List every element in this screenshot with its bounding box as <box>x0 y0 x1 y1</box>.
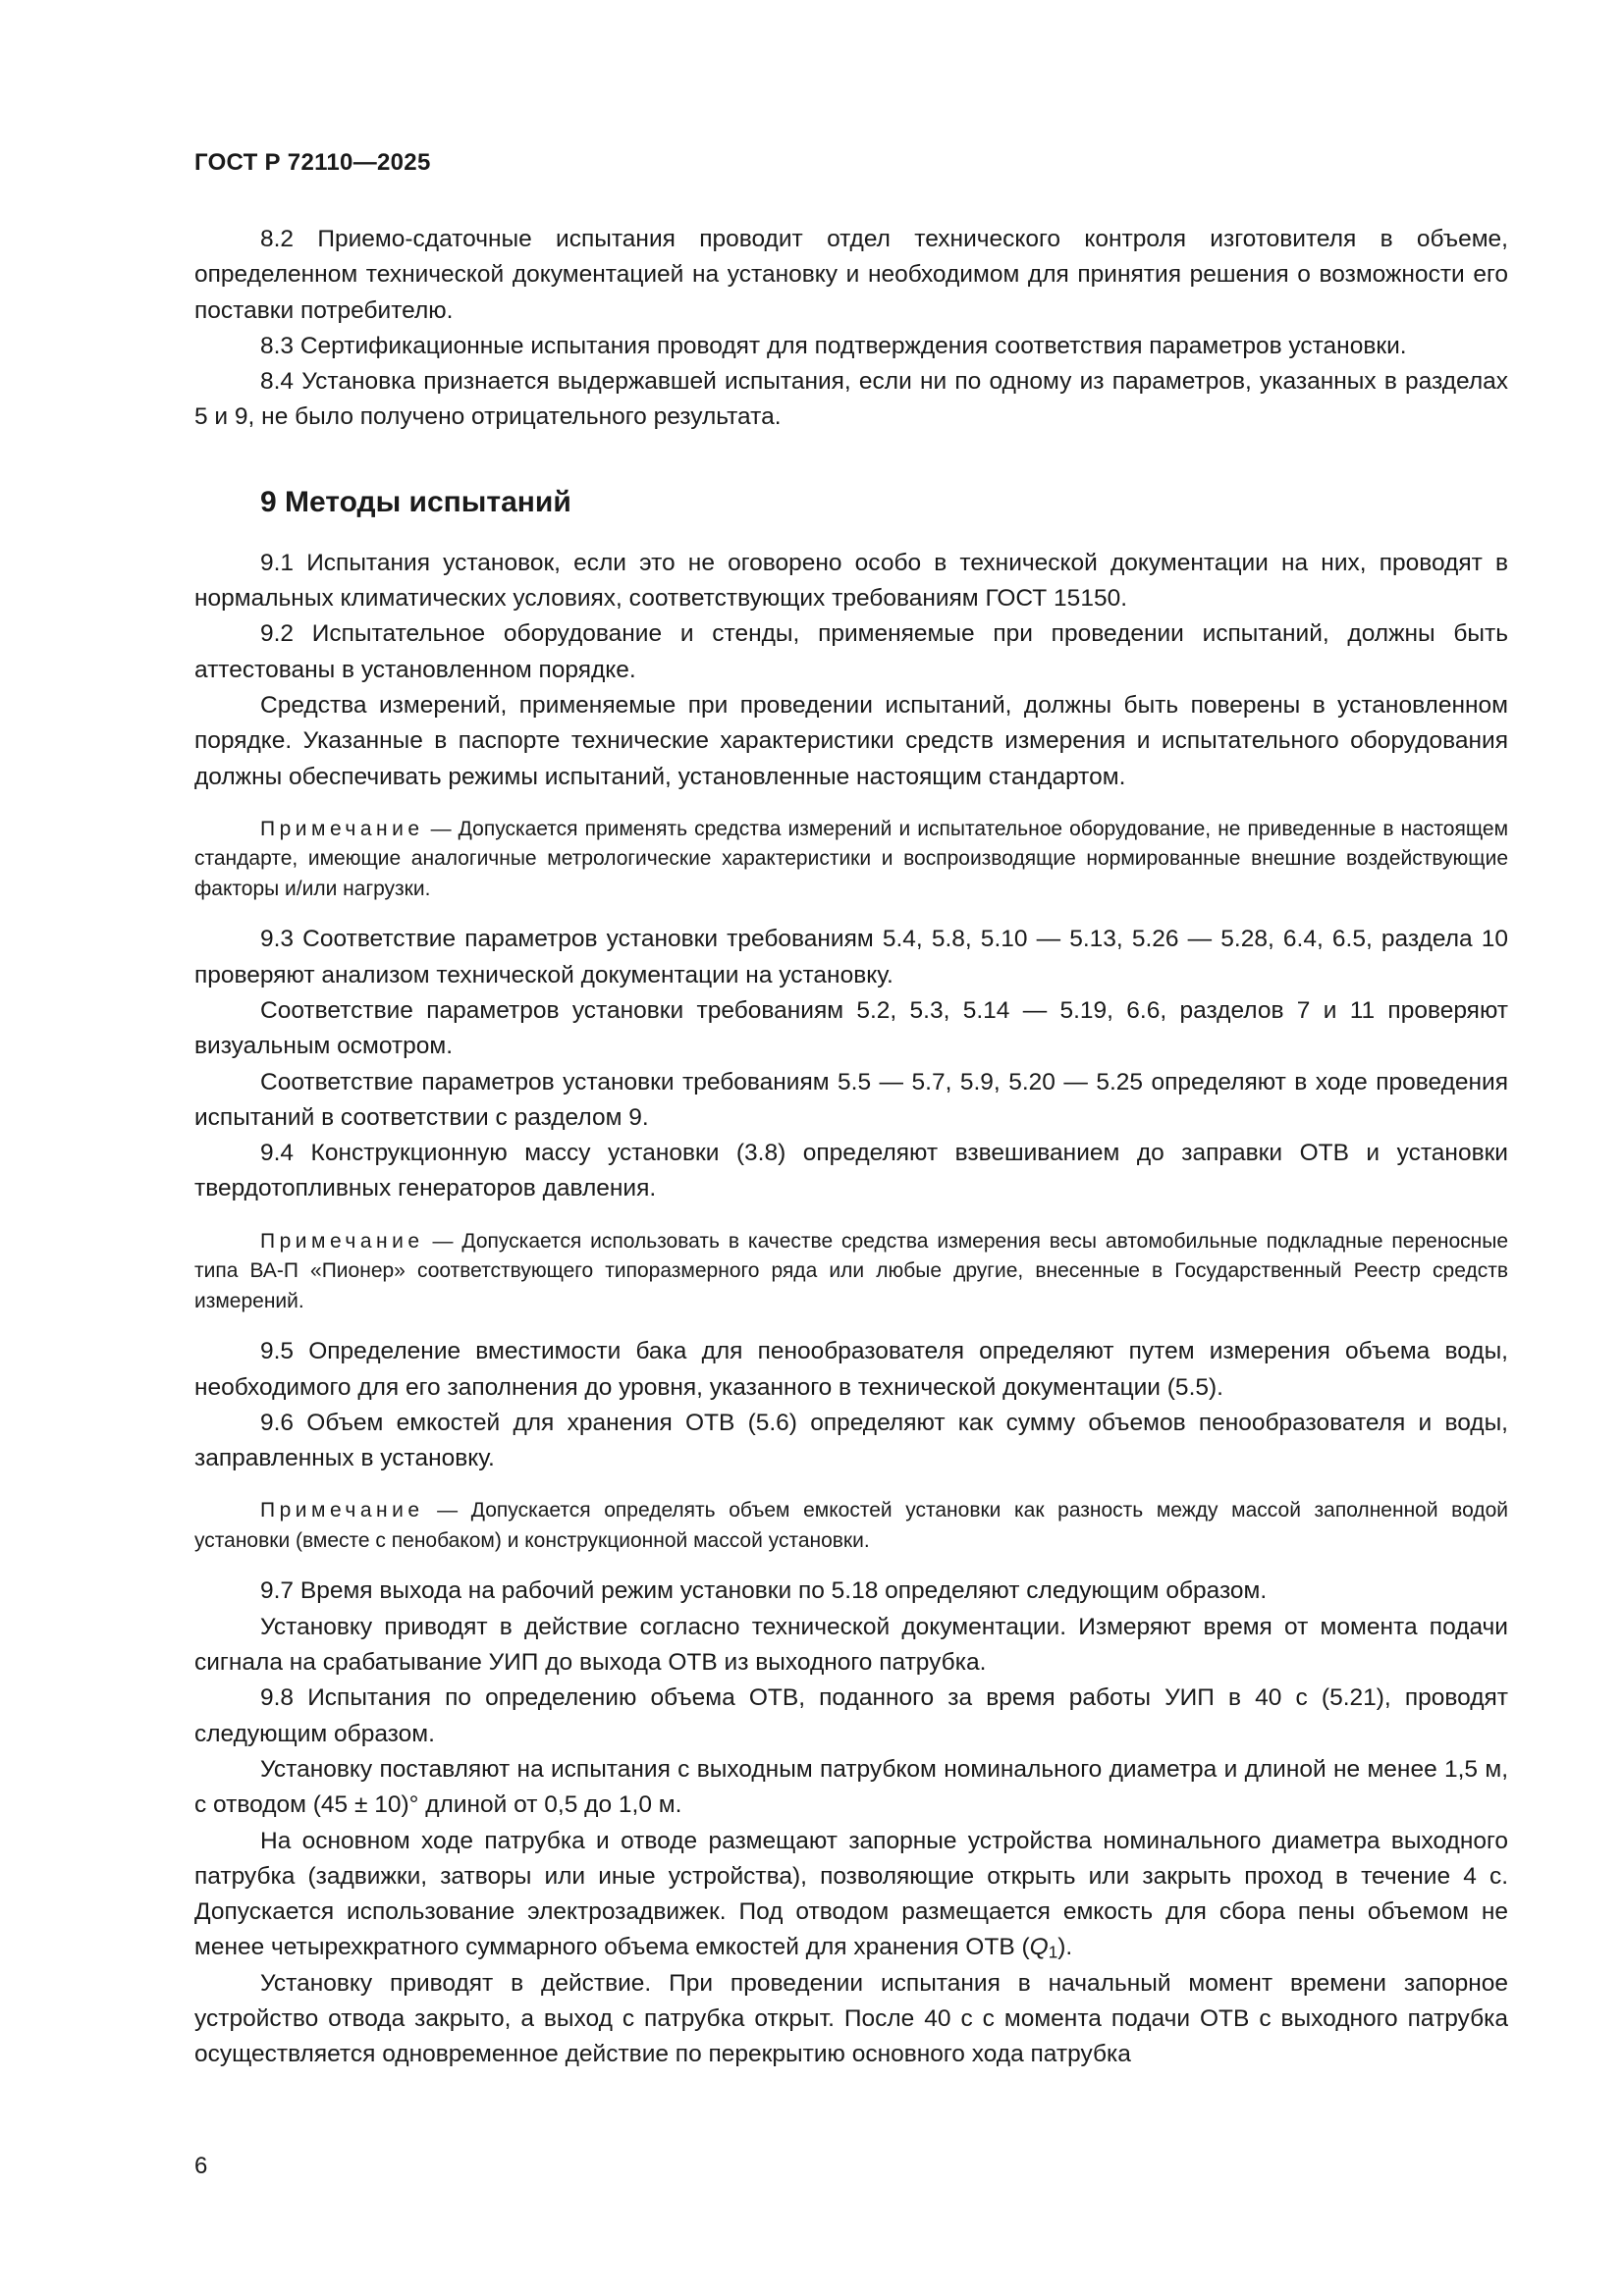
note-1 <box>194 815 1508 905</box>
paragraph-8-4: 8.4 Установка признается выдержавшей испытания, если ни по одному из параметров, указанных в разделах 5 и 9, не было получено отрицательного результата. <box>194 368 1508 431</box>
paragraph-9-5: 9.5 Определение вместимости бака для пенообразователя определяют путем измерения объема воды, необходимого для его заполнения до уровня, указанного в технической документации (5.5). <box>194 1338 1508 1401</box>
paragraph-9-7: 9.7 Время выхода на рабочий режим установки по 5.18 определяют следующим образом. <box>260 1577 1268 1605</box>
paragraph-9-1: 9.1 Испытания установок, если это не оговорено особо в технической документации на них, проводят в нормальных климатических условиях, соответствующих требованиям ГОСТ 15150. <box>194 549 1508 613</box>
paragraph-9-3-visual: Соответствие параметров установки требованиям 5.2, 5.3, 5.14 — 5.19, 6.6, разделов 7 и 11 проверяют визуальным осмотром. <box>194 996 1508 1060</box>
paragraph-9-2-continued: Средства измерений, применяемые при проведении испытаний, должны быть поверены в установленном порядке. Указанные в паспорте технические характеристики средств измерения и испытательного оборудования должны обеспечивать режимы испытаний, установленные настоящим стандартом. <box>194 691 1508 790</box>
q-subscript: 1 <box>1048 1942 1058 1962</box>
paragraph-9-6: 9.6 Объем емкостей для хранения ОТВ (5.6) определяют как сумму объемов пенообразователя и воды, заправленных в установку. <box>194 1409 1508 1472</box>
paragraph-9-7-continued: Установку приводят в действие согласно технической документации. Измеряют время от момента подачи сигнала на срабатывание УИП до выхода ОТВ из выходного патрубка. <box>194 1613 1508 1677</box>
paragraph-9-8-setup: Установку поставляют на испытания с выходным патрубком номинального диаметра и длиной не менее 1,5 м, с отводом (45 ± 10)° длиной от 0,5 до 1,0 м. <box>194 1755 1508 1819</box>
paragraph-9-4: 9.4 Конструкционную массу установки (3.8) определяют взвешиванием до заправки ОТВ и установки твердотопливных генераторов давления. <box>194 1140 1508 1202</box>
note-3 <box>194 1496 1508 1556</box>
paragraph-9-3: 9.3 Соответствие параметров установки требованиям 5.4, 5.8, 5.10 — 5.13, 5.26 — 5.28, 6.4, 6.5, раздела 10 проверяют анализом технической документации на установку. <box>194 926 1508 988</box>
paragraph-8-3: 8.3 Сертификационные испытания проводят для подтверждения соответствия параметров установки. <box>260 332 1407 359</box>
page-content <box>194 222 1508 2073</box>
paragraph-8-2: 8.2 Приемо-сдаточные испытания проводит отдел технического контроля изготовителя в объеме, определенном технической документацией на установку и необходимом для принятия решения о возможности его поставки потребителю. <box>194 226 1508 324</box>
note-label: Примечание <box>260 1229 424 1253</box>
q-symbol: Q <box>1029 1934 1049 1961</box>
paragraph-9-8-valves <box>194 1824 1508 1966</box>
paragraph-9-8: 9.8 Испытания по определению объема ОТВ, поданного за время работы УИП в 40 с (5.21), проводят следующим образом. <box>194 1684 1508 1747</box>
paragraph-9-8-valves-end: ). <box>1057 1934 1073 1961</box>
page-number: 6 <box>194 2153 208 2179</box>
note-label: Примечание <box>260 817 424 840</box>
note-label: Примечание <box>260 1499 424 1522</box>
paragraph-9-3-tests: Соответствие параметров установки требованиям 5.5 — 5.7, 5.9, 5.20 — 5.25 определяют в ходе проведения испытаний в соответствии с разделом 9. <box>194 1068 1508 1131</box>
section-9-title: 9 Методы испытаний <box>260 485 571 518</box>
note-1-text: — Допускается применять средства измерений и испытательное оборудование, не приведенные в настоящем стандарте, имеющие аналогичные метрологические характеристики и воспроизводящие нормированные внешние воздействующие факторы и/или нагрузки. <box>194 817 1508 900</box>
document-header: ГОСТ Р 72110—2025 <box>194 149 431 176</box>
paragraph-9-8-procedure: Установку приводят в действие. При проведении испытания в начальный момент времени запорное устройство отвода закрыто, а выход с патрубка открыт. После 40 с с момента подачи ОТВ с выходного патрубка осуществляется одновременное действие по перекрытию основного хода патрубка <box>194 1969 1508 2068</box>
paragraph-9-2: 9.2 Испытательное оборудование и стенды, применяемые при проведении испытаний, должны быть аттестованы в установленном порядке. <box>194 620 1508 683</box>
paragraph-9-8-valves-text: На основном ходе патрубка и отводе размещают запорные устройства номинального диаметра выходного патрубка (задвижки, затворы или иные устройства), позволяющие открыть или закрыть проход в течение 4 с. Допускается использование электрозадвижек. Под отводом размещается емкость для сбора пены объемом не менее четырехкратного суммарного объема емкостей для хранения ОТВ ( <box>194 1827 1508 1961</box>
note-2-text: — Допускается использовать в качестве средства измерения весы автомобильные подкладные переносные типа ВА-П «Пионер» соответствующего типоразмерного ряда или любые другие, внесенные в Государственный Реестр средств измерений. <box>194 1229 1508 1312</box>
note-2 <box>194 1227 1508 1317</box>
note-3-text: — Допускается определять объем емкостей установки как разность между массой заполненной водой установки (вместе с пенобаком) и конструкционной массой установки. <box>194 1499 1508 1552</box>
